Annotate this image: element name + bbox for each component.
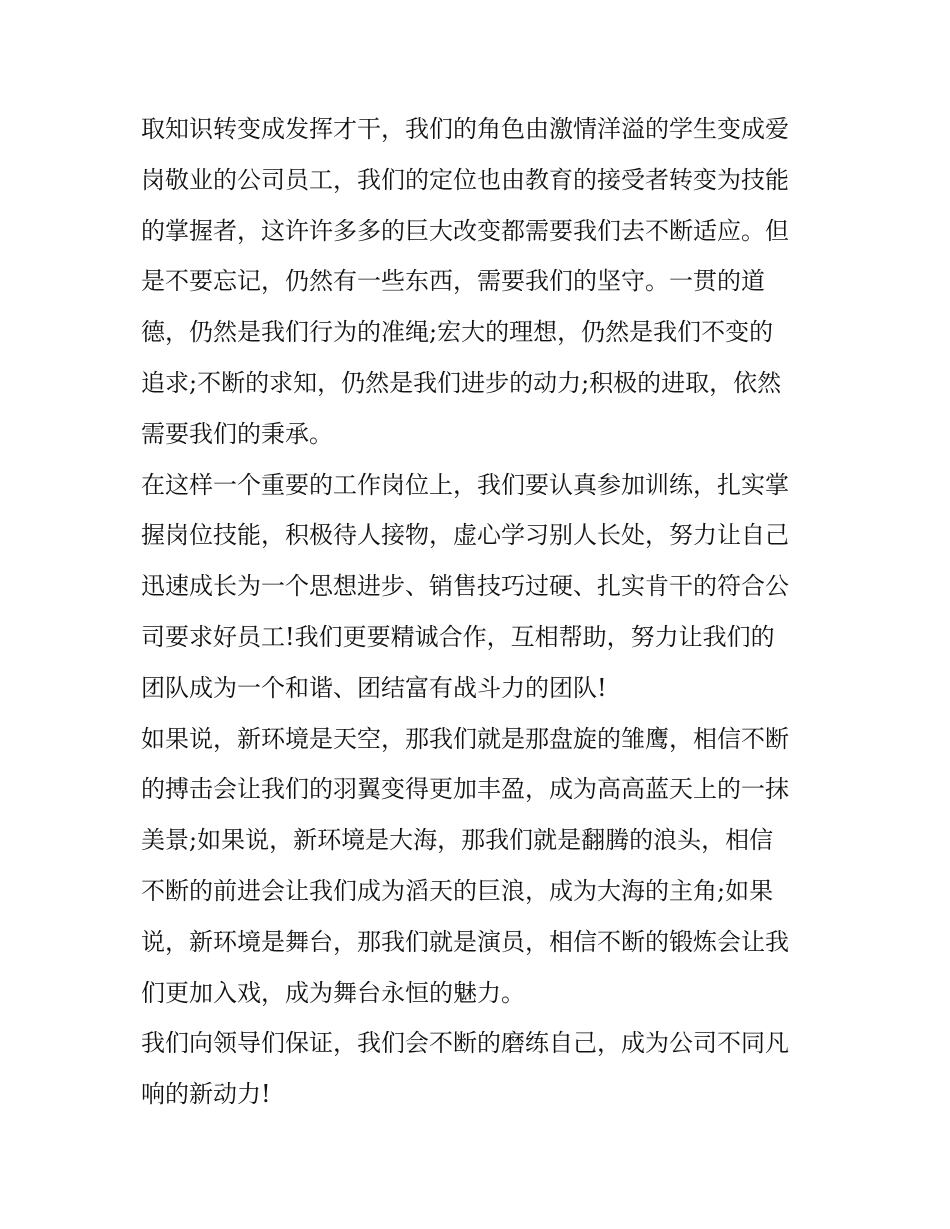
text-line: 迅速成长为一个思想进步、销售技巧过硬、扎实肯干的符合公 [141,572,789,601]
text-line: 团队成为一个和谐、团结富有战斗力的团队! [141,673,607,702]
text-line: 在这样一个重要的工作岗位上，我们要认真参加训练，扎实掌 [141,470,789,499]
text-line: 追求;不断的求知，仍然是我们进步的动力;积极的进取，依然 [141,368,782,397]
text-line: 握岗位技能，积极待人接物，虚心学习别人长处，努力让自己 [141,521,789,550]
text-line: 取知识转变成发挥才干，我们的角色由激情洋溢的学生变成爱 [141,115,789,143]
text-line: 德，仍然是我们行为的准绳;宏大的理想，仍然是我们不变的 [141,318,774,347]
text-line: 岗敬业的公司员工，我们的定位也由教育的接受者转变为技能 [141,165,789,194]
text-line: 如果说，新环境是天空，那我们就是那盘旋的雏鹰，相信不断 [141,724,789,753]
document-body [141,104,813,1120]
text-line: 们更加入戏，成为舞台永恒的魅力。 [141,978,525,1007]
text-line: 的掌握者，这许许多多的巨大改变都需要我们去不断适应。但 [141,216,789,245]
text-line: 说，新环境是舞台，那我们就是演员，相信不断的锻炼会让我 [141,927,789,956]
text-line: 司要求好员工!我们更要精诚合作，互相帮助，努力让我们的 [141,622,775,651]
text-line: 需要我们的秉承。 [141,419,333,448]
text-line: 美景;如果说，新环境是大海，那我们就是翻腾的浪头，相信 [141,826,774,855]
text-line: 是不要忘记，仍然有一些东西，需要我们的坚守。一贯的道 [141,267,765,296]
text-line: 响的新动力! [141,1080,271,1109]
text-line: 的搏击会让我们的羽翼变得更加丰盈，成为高高蓝天上的一抹 [141,775,789,804]
text-line: 不断的前进会让我们成为滔天的巨浪，成为大海的主角;如果 [141,876,774,905]
text-line: 我们向领导们保证，我们会不断的磨练自己，成为公司不同凡 [141,1029,789,1058]
